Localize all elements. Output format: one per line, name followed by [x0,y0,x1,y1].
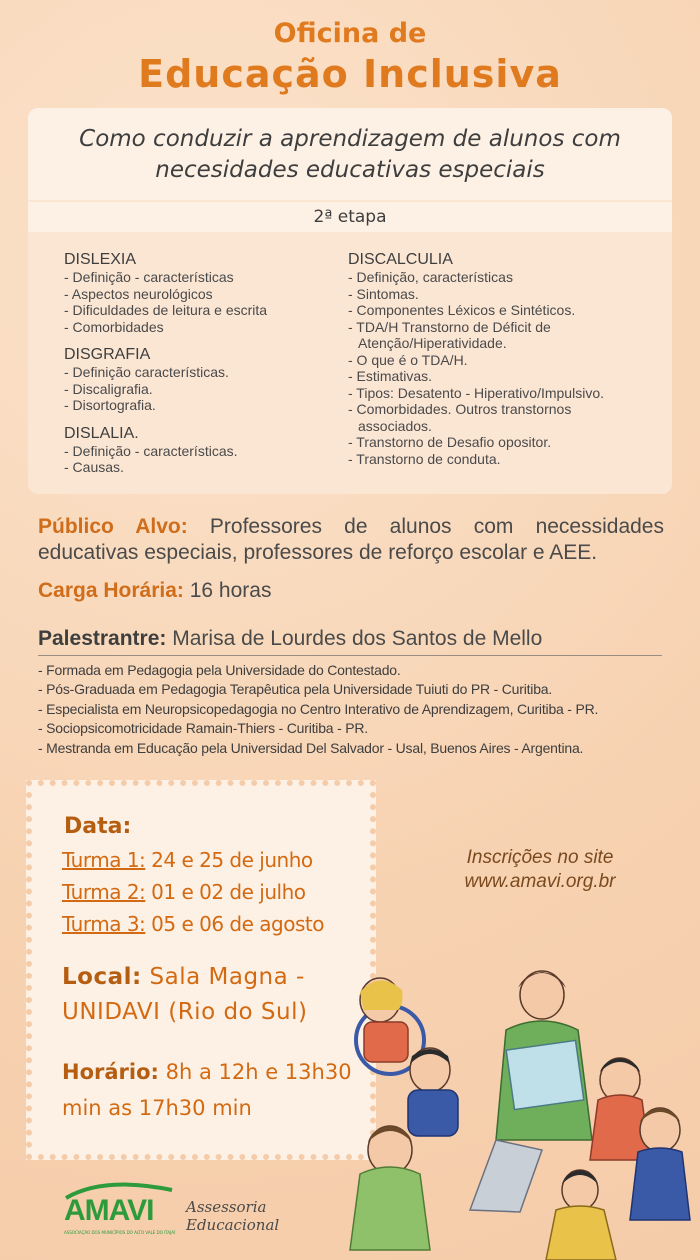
topic-item: - Estimativas. [348,368,433,384]
carga-label: Carga Horária: [38,579,184,602]
topic-item: - Comorbidades. Outros transtornos [348,401,572,417]
topic-item: - O que é o TDA/H. [348,351,468,368]
subtitle-line-1: Como conduzir a aprendizagem de alunos com [79,126,621,152]
title-educacao-inclusiva: Educação Inclusiva [138,52,562,96]
content-panel [28,108,672,494]
topic-dislexia [64,250,354,335]
palestrante [38,626,542,652]
turma-dates: 24 e 25 de junho [151,848,313,872]
amavi-logo[interactable] [60,1180,180,1242]
etapa-label: 2ª etapa [28,202,672,232]
subtitle [28,124,672,186]
data-label: Data: [64,814,132,839]
topic-item: - Comorbidades [64,318,164,335]
topic-item: - TDA/H Transtorno de Déficit de [348,318,551,335]
turma-name: Turma 2: [62,880,146,904]
topic-item: - Discaligrafia. [64,380,153,397]
topic-title: DISGRAFIA [64,346,151,363]
inscricoes [420,846,660,894]
carga-horaria [38,578,271,604]
topic-item: - Transtorno de Desafio opositor. [348,434,552,450]
publico-alvo [38,514,664,566]
cv-item: - Sociopsicomotricidade Ramain-Thiers - Curitiba - PR. [38,720,368,737]
topic-discalculia [348,250,658,467]
palestrante-label: Palestrantre: [38,627,167,650]
turma-name: Turma 1: [62,848,146,872]
subtitle-line-2: necesidades educativas especiais [155,157,545,183]
turma-2 [62,880,306,904]
assessoria-line-1: Assessoria [186,1198,267,1216]
topic-title: DISCALCULIA [348,251,453,268]
topic-dislalia [64,424,354,476]
local-label: Local: [62,964,142,990]
topic-item: Atenção/Hiperatividade. [358,335,507,351]
topic-item: - Disortografia. [64,397,156,413]
cv-item: - Pós-Graduada em Pedagogia Terapêutica pela Universidade Tuiuti do PR - Curitiba. [38,681,553,698]
topics-left [64,250,354,486]
teacher-reading-children-illustration [320,960,700,1260]
assessoria-line-2: Educacional [186,1216,280,1234]
topic-item: - Definição, características [348,269,513,285]
inscricoes-line-1: Inscrições no site [466,847,614,868]
palestrante-name: Marisa de Lourdes dos Santos de Mello [172,627,543,650]
panel-header [28,108,672,200]
cv-list [38,661,678,758]
turma-dates: 01 e 02 de julho [151,880,306,904]
topic-title: DISLALIA. [64,424,139,442]
topic-item: - Definição características. [64,364,229,380]
topic-item: - Sintomas. [348,285,419,302]
assessoria-educacional [186,1198,279,1234]
logo-subtitle: ASSOCIAÇÃO DOS MUNICÍPIOS DO ALTO VALE DO ITAJAÍ [64,1230,176,1235]
horario-label: Horário: [62,1060,159,1084]
topic-item: - Causas. [64,459,124,475]
local-text: Sala Magna - UNIDAVI (Rio do Sul) [62,964,308,1025]
topic-item: - Transtorno de conduta. [348,450,501,467]
topics-right [348,250,658,477]
topic-item: - Dificuldades de leitura e escrita [64,302,268,318]
topic-item: - Componentes Léxicos e Sintéticos. [348,302,576,318]
topic-disgrafia [64,345,354,414]
topic-item: - Tipos: Desatento - Hiperativo/Impulsivo. [348,384,604,401]
title-oficina: Oficina de [273,18,427,49]
topic-item: - Definição - características [64,269,234,285]
cv-item: - Especialista em Neuropsicopedagogia no Centro Interativo de Aprendizagem, Curitiba - PR. [38,700,599,717]
topic-title: DISLEXIA [64,251,137,268]
topic-item: - Definição - características. [64,442,238,459]
logo-text: AMAVI [64,1194,154,1227]
cv-item: - Formada em Pedagogia pela Universidade do Contestado. [38,662,401,678]
turma-name: Turma 3: [62,912,146,936]
turma-1 [62,848,313,872]
inscricoes-url[interactable]: www.amavi.org.br [464,871,616,892]
turma-dates: 05 e 06 de agosto [151,912,324,936]
horario-text: 8h a 12h e 13h30 min as 17h30 min [62,1060,352,1120]
turma-3 [62,912,324,936]
publico-label: Público Alvo: [38,515,188,538]
publico-text: Professores de alunos com necessidades educativas especiais, professores de reforço escolar e AEE. [38,515,664,564]
cv-item: - Mestranda em Educação pela Universidad Del Salvador - Usal, Buenos Aires - Argentina. [38,739,584,756]
carga-text: 16 horas [189,579,272,602]
topic-item: - Aspectos neurológicos [64,285,213,302]
topic-item: associados. [358,417,432,434]
divider [38,655,662,656]
